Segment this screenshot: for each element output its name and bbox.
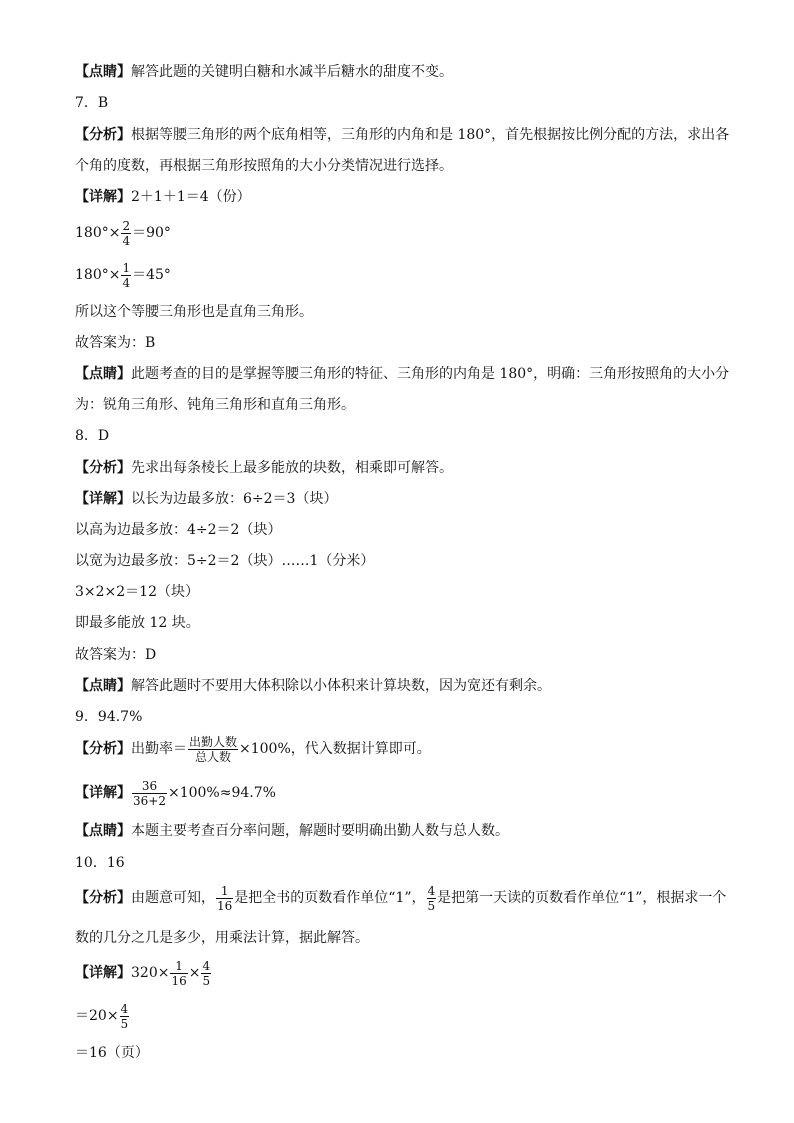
detail-10-line1	[75, 957, 212, 989]
fraction	[201, 959, 211, 988]
analysis-10-line2: 数的几分之几是多少，用乘法计算，据此解答。	[75, 930, 369, 946]
fraction	[121, 261, 131, 290]
fraction	[121, 219, 131, 248]
formula-text: ＝90°	[132, 225, 171, 241]
formula-7-2	[75, 260, 171, 290]
fraction	[427, 884, 437, 913]
text-line: 【点睛】解答此题的关键明白糖和水减半后糖水的甜度不变。	[75, 64, 453, 80]
analysis-9	[75, 733, 431, 765]
fraction	[132, 779, 167, 808]
denominator: 36+2	[133, 793, 166, 808]
numerator: 2	[122, 218, 131, 233]
analysis-text: 【分析】出勤率＝	[75, 741, 187, 757]
analysis-text: 是把第一天读的页数看作单位“1”，根据求一个	[437, 890, 727, 906]
detail-10-line3: ＝16（页）	[75, 1045, 149, 1061]
detail-8-line5: 即最多能放 12 块。	[75, 615, 200, 631]
numerator: 1	[175, 958, 183, 973]
formula-7-1	[75, 218, 171, 248]
detail-7: 【详解】2＋1＋1＝4（份）	[75, 189, 251, 205]
numerator: 出勤人数	[189, 734, 238, 749]
detail-text	[75, 785, 131, 801]
analysis-text: ×100%，代入数据计算即可。	[239, 741, 431, 757]
analysis-7-line2: 个角的度数，再根据三角形按照角的大小分类情况进行选择。	[75, 158, 453, 174]
answer-7: 故答案为：B	[75, 335, 156, 351]
answer-heading-7: 7．B	[75, 95, 109, 111]
formula-text: 180°×	[75, 225, 121, 241]
numerator: 36	[141, 778, 158, 793]
denominator: 5	[120, 1016, 129, 1031]
numerator: 1	[122, 260, 131, 275]
section-tag: 【分析】	[75, 127, 131, 143]
denominator: 4	[122, 275, 131, 290]
numerator: 4	[427, 883, 436, 898]
analysis-10-line1	[75, 882, 726, 914]
formula-text: 180°×	[75, 267, 121, 283]
analysis-7-line1: 【分析】根据等腰三角形的两个底角相等，三角形的内角和是 180°，首先根据按比例分配的方法，求出各	[75, 127, 730, 143]
answer-heading-8: 8．D	[75, 428, 110, 444]
detail-text: ＝20×	[75, 1008, 119, 1024]
comment-7-line2: 为：锐角三角形、钝角三角形和直角三角形。	[75, 397, 355, 413]
section-tag: 【详解】	[75, 491, 131, 507]
comment-9: 【点睛】本题主要考查百分率问题，解题时要明确出勤人数与总人数。	[75, 823, 509, 839]
denominator: 5	[427, 898, 436, 913]
detail-text: ×	[188, 965, 201, 981]
denominator: 5	[202, 973, 211, 988]
detail-8-line4: 3×2×2＝12（块）	[75, 584, 199, 600]
section-tag: 【分析】	[75, 460, 131, 476]
analysis-8: 【分析】先求出每条棱长上最多能放的块数，相乘即可解答。	[75, 460, 453, 476]
section-tag: 【点睛】	[75, 678, 131, 694]
section-tag: 【详解】	[75, 785, 131, 801]
detail-9	[75, 777, 276, 809]
numerator: 4	[202, 958, 211, 973]
section-tag: 【点睛】	[75, 823, 131, 839]
section-tag: 【点睛】	[75, 64, 131, 80]
section-tag: 【分析】	[75, 741, 131, 757]
detail-8-line2: 以高为边最多放：4÷2＝2（块）	[75, 522, 282, 538]
formula-text: ＝45°	[132, 267, 171, 283]
analysis-text: 【分析】由题意可知，	[75, 890, 215, 906]
section-tag: 【分析】	[75, 890, 131, 906]
section-tag: 【点睛】	[75, 366, 131, 382]
fraction	[216, 884, 233, 913]
detail-10-line2	[75, 1000, 130, 1032]
numerator: 1	[220, 883, 229, 898]
section-tag: 【详解】	[75, 965, 131, 981]
denominator: 16	[171, 973, 187, 988]
fraction	[188, 735, 238, 764]
detail-8-line1: 【详解】以长为边最多放：6÷2＝3（块）	[75, 491, 338, 507]
denominator: 总人数	[188, 749, 238, 764]
answer-heading-10: 10．16	[75, 855, 125, 871]
comment-7-line1: 【点睛】此题考查的目的是掌握等腰三角形的特征、三角形的内角是 180°，明确：三角形按照角的大小分	[75, 366, 730, 382]
analysis-text: 是把全书的页数看作单位“1”，	[234, 890, 426, 906]
fraction	[120, 1002, 130, 1031]
numerator: 4	[120, 1001, 129, 1016]
detail-text: 【详解】320×	[75, 965, 170, 981]
answer-8: 故答案为：D	[75, 647, 157, 663]
denominator: 4	[122, 233, 131, 248]
detail-text: ×100%≈94.7%	[167, 785, 276, 801]
conclusion-7: 所以这个等腰三角形也是直角三角形。	[75, 304, 313, 320]
comment-8: 【点睛】解答此题时不要用大体积除以小体积来计算块数，因为宽还有剩余。	[75, 678, 551, 694]
denominator: 16	[217, 898, 233, 913]
detail-8-line3: 以宽为边最多放：5÷2＝2（块）……1（分米）	[75, 553, 375, 569]
section-tag: 【详解】	[75, 189, 131, 205]
fraction	[170, 959, 187, 988]
answer-heading-9: 9．94.7%	[75, 709, 143, 725]
